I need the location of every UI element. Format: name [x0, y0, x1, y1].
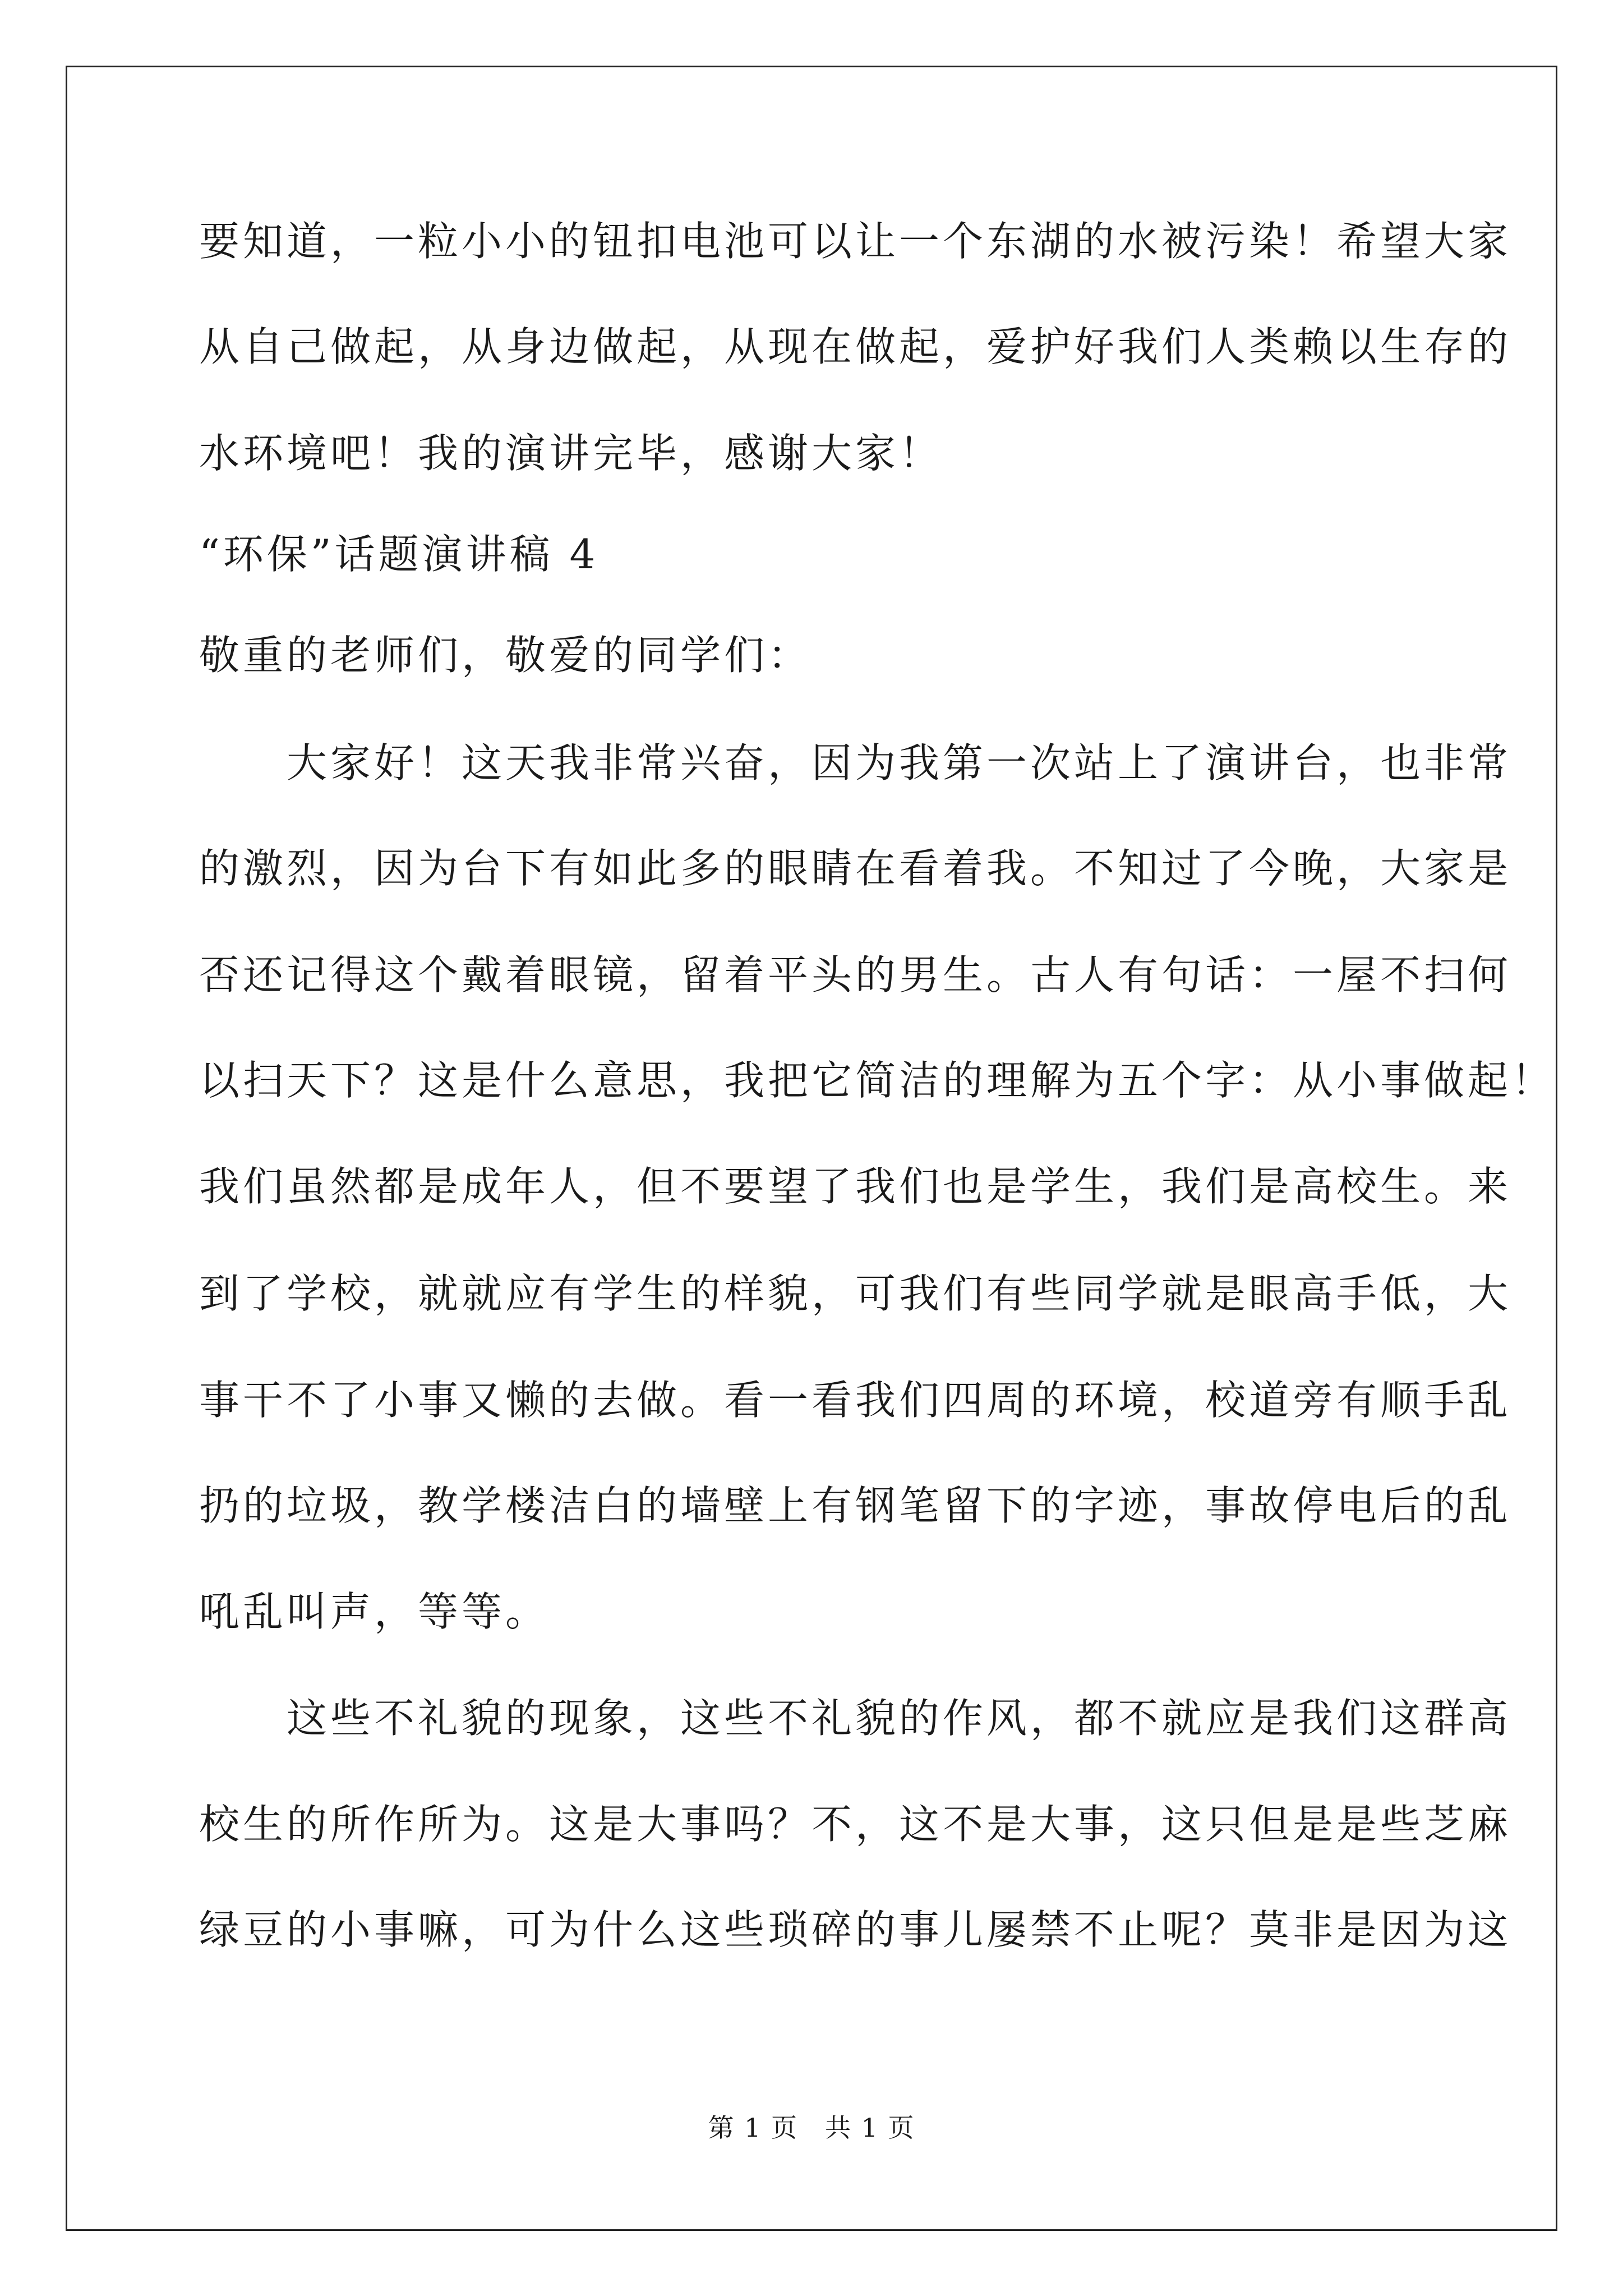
text-line: 以扫天下？这是什么意思，我把它简洁的理解为五个字：从小事做起！ — [199, 1057, 1556, 1104]
text-line: 吼乱叫声，等等。 — [199, 1588, 550, 1635]
text-line: 到了学校，就就应有学生的样貌，可我们有些同学就是眼高手低，大 — [199, 1270, 1512, 1317]
text-line: 水环境吧！我的演讲完毕，感谢大家！ — [199, 430, 943, 477]
text-line: 这些不礼貌的现象，这些不礼貌的作风，都不就应是我们这群高 — [199, 1695, 1512, 1742]
text-line: 我们虽然都是成年人，但不要望了我们也是学生，我们是高校生。来 — [199, 1163, 1512, 1210]
text-line: 大家好！这天我非常兴奋，因为我第一次站上了演讲台，也非常 — [199, 739, 1512, 786]
text-line: 的激烈，因为台下有如此多的眼睛在看着我。不知过了今晚，大家是 — [199, 845, 1512, 892]
text-line: 事干不了小事又懒的去做。看一看我们四周的环境，校道旁有顺手乱 — [199, 1377, 1512, 1424]
text-line: 否还记得这个戴着眼镜，留着平头的男生。古人有句话：一屋不扫何 — [199, 951, 1512, 999]
section-heading: “环保”话题演讲稿 4 — [199, 531, 599, 578]
text-line: 扔的垃圾，教学楼洁白的墙壁上有钢笔留下的字迹，事故停电后的乱 — [199, 1482, 1512, 1529]
salutation: 敬重的老师们，敬爱的同学们： — [199, 632, 812, 679]
text-line: 校生的所作所为。这是大事吗？不，这不是大事，这只但是是些芝麻 — [199, 1801, 1512, 1848]
text-line: 从自己做起，从身边做起，从现在做起，爱护好我们人类赖以生存的 — [199, 323, 1512, 370]
text-line: 绿豆的小事嘛，可为什么这些琐碎的事儿屡禁不止呢？莫非是因为这 — [199, 1906, 1512, 1953]
text-line: 要知道，一粒小小的钮扣电池可以让一个东湖的水被污染！希望大家 — [199, 218, 1512, 265]
page-number-footer: 第 1 页 共 1 页 — [708, 2113, 915, 2143]
